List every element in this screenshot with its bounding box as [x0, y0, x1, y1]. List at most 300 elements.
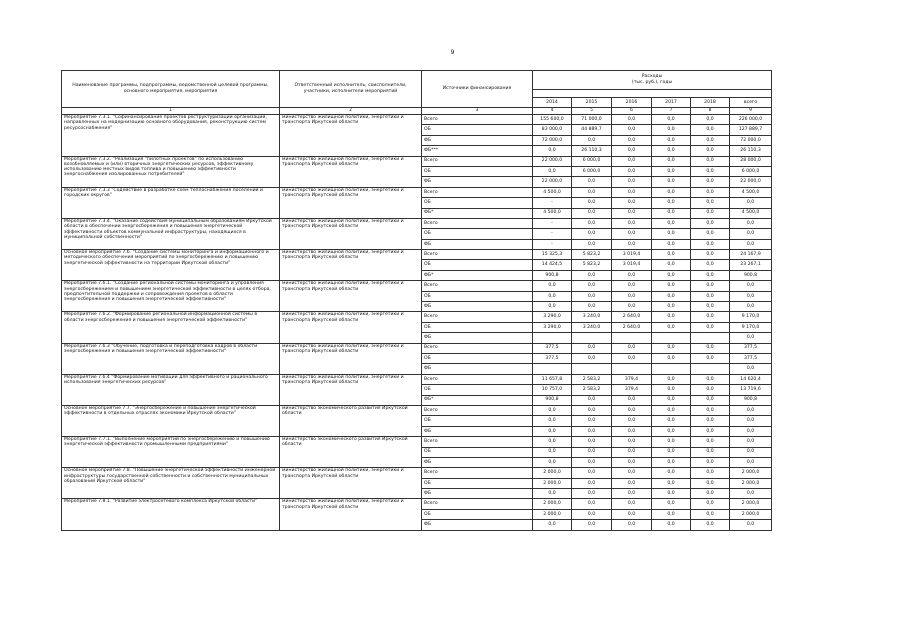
amount-cell: 0,0 — [612, 239, 652, 249]
amount-cell: 2 000,0 — [533, 499, 572, 509]
table-row — [62, 405, 772, 415]
amount-cell: 0,0 — [533, 302, 572, 312]
amount-cell: 0,0 — [652, 135, 691, 145]
responsible-executor: министерство жилищной политики, энергетики и транспорта Иркутской области — [280, 374, 422, 405]
table-row — [62, 250, 772, 260]
amount-cell: 0,0 — [612, 447, 652, 457]
amount-cell: 22 000,0 — [533, 177, 572, 187]
amount-cell: 0,0 — [652, 499, 691, 509]
amount-cell: 0,0 — [572, 187, 612, 197]
amount-cell: 0,0 — [533, 520, 572, 530]
amount-cell: 0,0 — [612, 416, 652, 426]
total-cell: 377,5 — [730, 343, 772, 353]
amount-cell: 377,5 — [533, 343, 572, 353]
funding-source: ФБ — [422, 177, 533, 187]
amount-cell: 0,0 — [572, 135, 612, 145]
column-number: 7 — [652, 108, 691, 115]
amount-cell: 0,0 — [572, 229, 612, 239]
table-row — [62, 156, 772, 166]
funding-source: ОБ — [422, 229, 533, 239]
funding-source: ФБ*** — [422, 146, 533, 156]
total-cell: 0,0 — [730, 239, 772, 249]
measure-name: Мероприятие 7.6.4 "Формирование мотивации для эффективного и рационального использования энергетических ресурсов" — [62, 374, 280, 405]
amount-cell: 0,0 — [691, 229, 730, 239]
amount-cell: 155 600,0 — [533, 115, 572, 125]
amount-cell: 0,0 — [652, 229, 691, 239]
amount-cell: 14 424,5 — [533, 260, 572, 270]
amount-cell: 71 000,0 — [572, 115, 612, 125]
amount-cell: 0,0 — [652, 281, 691, 291]
amount-cell: 900,8 — [533, 395, 572, 405]
amount-cell: 0,0 — [691, 322, 730, 332]
funding-source: ФБ — [422, 302, 533, 312]
amount-cell: 0,0 — [612, 468, 652, 478]
funding-source: ОБ — [422, 447, 533, 457]
amount-cell: 0,0 — [652, 457, 691, 467]
amount-cell: 0,0 — [533, 166, 572, 176]
measure-name: Мероприятие 7.3.1. "Софинансирование проектов реструктуризации организаций, направленных на модернизацию основного оборудования, реконструкцию систем ресурсоснабжения" — [62, 115, 280, 157]
amount-cell: 379,4 — [612, 385, 652, 395]
measure-name: Мероприятие 7.7.1. "Выполнение мероприятий по энергосбережению и повышению энергетической эффективности промышленными предприятиями" — [62, 437, 280, 468]
amount-cell: 0,0 — [691, 437, 730, 447]
amount-cell: 0,0 — [572, 270, 612, 280]
amount-cell: 0,0 — [572, 353, 612, 363]
amount-cell: 0,0 — [572, 416, 612, 426]
total-cell: 0,0 — [730, 364, 772, 374]
table-row — [62, 281, 772, 291]
amount-cell: 0,0 — [612, 208, 652, 218]
total-cell: 26 110,3 — [730, 146, 772, 156]
amount-cell: 0,0 — [691, 468, 730, 478]
amount-cell — [572, 333, 612, 343]
column-number: 6 — [612, 108, 652, 115]
column-number: 5 — [572, 108, 612, 115]
amount-cell: 0,0 — [612, 177, 652, 187]
amount-cell: 0,0 — [533, 457, 572, 467]
amount-cell: 0,0 — [652, 395, 691, 405]
amount-cell: 0,0 — [612, 457, 652, 467]
funding-source: ОБ — [422, 385, 533, 395]
amount-cell: 2 000,0 — [533, 468, 572, 478]
amount-cell: 0,0 — [652, 208, 691, 218]
amount-cell: 377,5 — [533, 353, 572, 363]
funding-source: ОБ — [422, 353, 533, 363]
total-cell: 377,5 — [730, 353, 772, 363]
amount-cell: 0,0 — [533, 416, 572, 426]
amount-cell: 0,0 — [612, 291, 652, 301]
amount-cell: 0,0 — [572, 343, 612, 353]
measure-name: Основное мероприятие 7.6. "Создание системы мониторинга и информационного и методического обеспечения мероприятий по энергосбережению и повышению энергетической эффективности на территории Иркутской области" — [62, 250, 280, 281]
amount-cell: 900,8 — [533, 270, 572, 280]
amount-cell: 2 583,2 — [572, 385, 612, 395]
amount-cell: 0,0 — [572, 405, 612, 415]
amount-cell: 5 823,2 — [572, 250, 612, 260]
amount-cell: 0,0 — [652, 405, 691, 415]
responsible-executor: министерство экономического развития Иркутской области — [280, 437, 422, 468]
amount-cell: 0,0 — [572, 447, 612, 457]
responsible-executor: министерство жилищной политики, энергетики и транспорта Иркутской области — [280, 187, 422, 218]
measure-name: Мероприятие 7.3.2. "Реализация "пилотных проектов" по использованию возобновляемых и (или) вторичных энергетических ресурсов, эффективному использованию местных видов топлива и повышению эффективности энергоснабжения изолированных потребителей" — [62, 156, 280, 187]
amount-cell: 26 110,3 — [572, 146, 612, 156]
amount-cell: 0,0 — [691, 218, 730, 228]
table-row — [62, 312, 772, 322]
amount-cell: 0,0 — [572, 457, 612, 467]
amount-cell: 2 640,0 — [612, 322, 652, 332]
amount-cell: 0,0 — [572, 291, 612, 301]
amount-cell: 0,0 — [691, 520, 730, 530]
amount-cell: 0,0 — [691, 281, 730, 291]
amount-cell: 0,0 — [652, 115, 691, 125]
amount-cell: 0,0 — [572, 395, 612, 405]
header-units: (тыс. руб.), годы — [631, 80, 673, 85]
amount-cell: 0,0 — [691, 343, 730, 353]
responsible-executor: министерство жилищной политики, энергетики и транспорта Иркутской области — [280, 281, 422, 312]
funding-source: ФБ — [422, 426, 533, 436]
amount-cell: 0,0 — [691, 146, 730, 156]
amount-cell: 0,0 — [652, 166, 691, 176]
amount-cell: 0,0 — [612, 343, 652, 353]
table-row — [62, 499, 772, 509]
funding-source: Всего — [422, 437, 533, 447]
total-cell: 14 620,4 — [730, 374, 772, 384]
amount-cell: 0,0 — [691, 447, 730, 457]
measure-name: Мероприятие 7.6.1. "Создание региональной системы мониторинга и управления энергосбережением и повышением энергетической эффективности в целях отбора, предпочтительной поддержки и сопровождения проектов в области энергосбережения и повышения энергетической эффективности" — [62, 281, 280, 312]
amount-cell: 0,0 — [652, 291, 691, 301]
total-cell: 0,0 — [730, 426, 772, 436]
amount-cell: 0,0 — [612, 395, 652, 405]
table-row — [62, 218, 772, 228]
funding-source: Всего — [422, 343, 533, 353]
amount-cell: 0,0 — [612, 146, 652, 156]
amount-cell: 11 657,8 — [533, 374, 572, 384]
amount-cell: 6 000,0 — [572, 166, 612, 176]
header-year: 2018 — [691, 98, 730, 108]
total-cell: 2 000,0 — [730, 499, 772, 509]
total-cell: 4 500,0 — [730, 187, 772, 197]
amount-cell: 72 000,0 — [533, 135, 572, 145]
funding-source: ФБ* — [422, 208, 533, 218]
amount-cell: 0,0 — [652, 478, 691, 488]
amount-cell: 0,0 — [652, 187, 691, 197]
amount-cell: 379,4 — [612, 374, 652, 384]
amount-cell: 2 583,2 — [572, 374, 612, 384]
funding-source: Всего — [422, 374, 533, 384]
responsible-executor: министерство жилищной политики, энергетики и транспорта Иркутской области — [280, 343, 422, 374]
amount-cell: 0,0 — [691, 291, 730, 301]
total-cell: 28 000,0 — [730, 156, 772, 166]
funding-source: ФБ — [422, 489, 533, 499]
total-cell: 0,0 — [730, 520, 772, 530]
total-cell: 0,0 — [730, 281, 772, 291]
amount-cell — [533, 333, 572, 343]
header-year: 2016 — [612, 98, 652, 108]
amount-cell: 0,0 — [612, 229, 652, 239]
amount-cell: 10 757,0 — [533, 385, 572, 395]
column-numbering-row — [62, 108, 772, 115]
amount-cell: 0,0 — [612, 489, 652, 499]
amount-cell: 0,0 — [652, 270, 691, 280]
measure-name: Мероприятие 7.6.3 "Обучение, подготовка и переподготовка кадров в области энергосбережения и повышения энергетической эффективности" — [62, 343, 280, 374]
measure-name: Мероприятие 7.3.3 "Содействие в разработке схем теплоснабжения поселений и городских округов" — [62, 187, 280, 218]
amount-cell: 0,0 — [612, 156, 652, 166]
funding-source: ОБ — [422, 509, 533, 519]
amount-cell: 0,0 — [652, 146, 691, 156]
amount-cell: 5 823,2 — [572, 260, 612, 270]
responsible-executor: министерство жилищной политики, энергетики и транспорта Иркутской области — [280, 115, 422, 157]
table-row — [62, 115, 772, 125]
column-number: 9 — [730, 108, 772, 115]
total-cell: 13 719,6 — [730, 385, 772, 395]
total-cell: 2 000,0 — [730, 468, 772, 478]
amount-cell: 0,0 — [612, 353, 652, 363]
amount-cell: 0,0 — [691, 260, 730, 270]
amount-cell: 0,0 — [652, 426, 691, 436]
amount-cell: 83 000,0 — [533, 125, 572, 135]
amount-cell: 0,0 — [533, 281, 572, 291]
amount-cell: 0,0 — [691, 302, 730, 312]
funding-source: ФБ — [422, 457, 533, 467]
funding-source: ФБ — [422, 239, 533, 249]
total-cell: 0,0 — [730, 489, 772, 499]
amount-cell: 0,0 — [572, 520, 612, 530]
column-number: 4 — [533, 108, 572, 115]
budget-table — [61, 70, 772, 531]
amount-cell: 0,0 — [533, 447, 572, 457]
total-cell: 72 000,0 — [730, 135, 772, 145]
amount-cell: 6 000,0 — [572, 156, 612, 166]
header-source: Источники финансирования — [422, 71, 533, 108]
amount-cell — [572, 364, 612, 374]
amount-cell: 0,0 — [533, 291, 572, 301]
total-cell: 4 500,0 — [730, 208, 772, 218]
column-number: 1 — [62, 108, 280, 115]
total-cell: 9 170,0 — [730, 312, 772, 322]
amount-cell: 0,0 — [572, 489, 612, 499]
amount-cell: 0,0 — [612, 187, 652, 197]
amount-cell: 0,0 — [652, 489, 691, 499]
amount-cell: 0,0 — [691, 395, 730, 405]
header-year: 2015 — [572, 98, 612, 108]
amount-cell: - — [533, 198, 572, 208]
amount-cell: 0,0 — [572, 499, 612, 509]
amount-cell: 0,0 — [572, 426, 612, 436]
amount-cell: 4 500,0 — [533, 187, 572, 197]
amount-cell: 0,0 — [612, 270, 652, 280]
funding-source: ОБ — [422, 322, 533, 332]
table-row — [62, 468, 772, 478]
responsible-executor: министерство жилищной политики, энергетики и транспорта Иркутской области — [280, 156, 422, 187]
column-number: 8 — [691, 108, 730, 115]
amount-cell: 0,0 — [612, 478, 652, 488]
amount-cell: 0,0 — [652, 156, 691, 166]
amount-cell: 0,0 — [572, 198, 612, 208]
page-number: 9 — [450, 49, 455, 56]
amount-cell: 0,0 — [612, 166, 652, 176]
responsible-executor: министерство жилищной политики, энергетики и транспорта Иркутской области — [280, 499, 422, 530]
amount-cell: 3 290,0 — [533, 312, 572, 322]
funding-source: Всего — [422, 468, 533, 478]
total-cell: 0,0 — [730, 416, 772, 426]
amount-cell: 0,0 — [652, 198, 691, 208]
amount-cell: 0,0 — [612, 115, 652, 125]
header-expenses — [533, 71, 772, 90]
amount-cell: 3 290,0 — [533, 322, 572, 332]
amount-cell: 0,0 — [612, 302, 652, 312]
amount-cell: 3 240,0 — [572, 322, 612, 332]
funding-source: ОБ — [422, 166, 533, 176]
amount-cell: 0,0 — [652, 520, 691, 530]
total-cell: 2 000,0 — [730, 509, 772, 519]
amount-cell: 2 000,0 — [533, 478, 572, 488]
amount-cell: 0,0 — [691, 208, 730, 218]
amount-cell: 0,0 — [533, 489, 572, 499]
column-number: 2 — [280, 108, 422, 115]
amount-cell: - — [533, 239, 572, 249]
amount-cell — [691, 364, 730, 374]
total-cell: 6 000,0 — [730, 166, 772, 176]
amount-cell: 0,0 — [612, 437, 652, 447]
amount-cell: 0,0 — [652, 468, 691, 478]
amount-cell: 0,0 — [612, 499, 652, 509]
amount-cell: 0,0 — [691, 135, 730, 145]
measure-name: Мероприятие 7.8.1. "Развитие электросетевого комплекса Иркутской области" — [62, 499, 280, 530]
header-total: всего — [730, 98, 772, 108]
table-row — [62, 374, 772, 384]
funding-source: ФБ* — [422, 395, 533, 405]
amount-cell: 3 019,4 — [612, 260, 652, 270]
amount-cell: 0,0 — [691, 457, 730, 467]
responsible-executor: министерство жилищной политики, энергетики и транспорта Иркутской области — [280, 250, 422, 281]
table-body — [62, 115, 772, 531]
amount-cell: 0,0 — [691, 489, 730, 499]
funding-source: ОБ — [422, 416, 533, 426]
amount-cell: 0,0 — [691, 478, 730, 488]
header-spacer — [533, 90, 772, 98]
amount-cell: 0,0 — [652, 353, 691, 363]
amount-cell: 0,0 — [533, 405, 572, 415]
measure-name: Мероприятие 7.6.2. "Формирование региональной информационной системы в области энергосбережения и повышения энергетической эффективности" — [62, 312, 280, 343]
funding-source: ОБ — [422, 260, 533, 270]
amount-cell: 0,0 — [572, 218, 612, 228]
amount-cell: - — [533, 229, 572, 239]
amount-cell: 44 889,7 — [572, 125, 612, 135]
responsible-executor: министерство жилищной политики, энергетики и транспорта Иркутской области — [280, 218, 422, 249]
amount-cell: 0,0 — [612, 125, 652, 135]
amount-cell: - — [533, 218, 572, 228]
amount-cell: 22 000,0 — [533, 156, 572, 166]
amount-cell: 0,0 — [691, 156, 730, 166]
table-header — [62, 71, 772, 115]
amount-cell: 0,0 — [691, 374, 730, 384]
header-expenses-label: Расходы — [641, 74, 663, 80]
funding-source: Всего — [422, 499, 533, 509]
amount-cell: 0,0 — [652, 374, 691, 384]
funding-source: Всего — [422, 187, 533, 197]
amount-cell: 0,0 — [652, 125, 691, 135]
amount-cell: 0,0 — [572, 302, 612, 312]
amount-cell: 2 000,0 — [533, 509, 572, 519]
amount-cell: 0,0 — [612, 426, 652, 436]
amount-cell: 0,0 — [691, 115, 730, 125]
amount-cell: 0,0 — [652, 250, 691, 260]
header-name: Наименование программы, подпрограммы, ведомственной целевой программы, основного мероприятия, мероприятия — [62, 71, 280, 108]
amount-cell: 0,0 — [612, 281, 652, 291]
amount-cell: 3 240,0 — [572, 312, 612, 322]
header-year: 2017 — [652, 98, 691, 108]
amount-cell: 0,0 — [652, 260, 691, 270]
amount-cell: 0,0 — [572, 509, 612, 519]
amount-cell: 0,0 — [691, 405, 730, 415]
amount-cell: 0,0 — [691, 270, 730, 280]
amount-cell — [652, 364, 691, 374]
funding-source: Всего — [422, 250, 533, 260]
funding-source: ОБ — [422, 478, 533, 488]
amount-cell: 0,0 — [652, 509, 691, 519]
header-responsible: Ответственный исполнитель, соисполнители, участники, исполнители мероприятий — [280, 71, 422, 108]
amount-cell: 4 500,0 — [533, 208, 572, 218]
funding-source: Всего — [422, 115, 533, 125]
responsible-executor: министерство жилищной политики, энергетики и транспорта Иркутской области — [280, 468, 422, 499]
table-row — [62, 187, 772, 197]
total-cell: 22 000,0 — [730, 177, 772, 187]
funding-source: ФБ — [422, 364, 533, 374]
amount-cell: 0,0 — [572, 177, 612, 187]
amount-cell: 0,0 — [612, 198, 652, 208]
total-cell: 0,0 — [730, 447, 772, 457]
amount-cell: 0,0 — [533, 146, 572, 156]
table-row — [62, 343, 772, 353]
funding-source: Всего — [422, 281, 533, 291]
amount-cell: 0,0 — [572, 208, 612, 218]
amount-cell: 0,0 — [652, 312, 691, 322]
amount-cell: 0,0 — [691, 353, 730, 363]
responsible-executor: министерство экономического развития Иркутской области — [280, 405, 422, 436]
total-cell: 9 170,0 — [730, 322, 772, 332]
measure-name: Основное мероприятие 7.7. "Энергосбережение и повышение энергетической эффективности в отдельных отраслях экономики Иркутской области" — [62, 405, 280, 436]
total-cell: 900,8 — [730, 270, 772, 280]
amount-cell: 0,0 — [533, 437, 572, 447]
amount-cell: 0,0 — [691, 187, 730, 197]
table-row — [62, 437, 772, 447]
funding-source: ФБ — [422, 520, 533, 530]
funding-source: ФБ — [422, 135, 533, 145]
funding-source: Всего — [422, 405, 533, 415]
amount-cell: 0,0 — [691, 125, 730, 135]
amount-cell: 0,0 — [572, 478, 612, 488]
measure-name: Мероприятие 7.3.4. "Оказание содействия муниципальным образованиям Иркутской области в обеспечении энергосбережения и повышения энергетической эффективности объектов коммунальной инфраструктуры, находящихся в муниципальной собственности" — [62, 218, 280, 249]
funding-source: ФБ* — [422, 270, 533, 280]
amount-cell — [533, 364, 572, 374]
amount-cell: 0,0 — [691, 198, 730, 208]
total-cell: 24 167,9 — [730, 250, 772, 260]
amount-cell: 0,0 — [612, 520, 652, 530]
total-cell: 0,0 — [730, 405, 772, 415]
amount-cell: 0,0 — [691, 385, 730, 395]
amount-cell: 0,0 — [572, 468, 612, 478]
amount-cell: 0,0 — [612, 509, 652, 519]
amount-cell: 0,0 — [691, 499, 730, 509]
amount-cell: 0,0 — [691, 416, 730, 426]
total-cell: 2 000,0 — [730, 478, 772, 488]
total-cell: 0,0 — [730, 457, 772, 467]
amount-cell: 0,0 — [691, 250, 730, 260]
total-cell: 0,0 — [730, 218, 772, 228]
funding-source: Всего — [422, 218, 533, 228]
funding-source: Всего — [422, 156, 533, 166]
funding-source: ОБ — [422, 125, 533, 135]
amount-cell: 0,0 — [572, 239, 612, 249]
amount-cell: 0,0 — [691, 312, 730, 322]
